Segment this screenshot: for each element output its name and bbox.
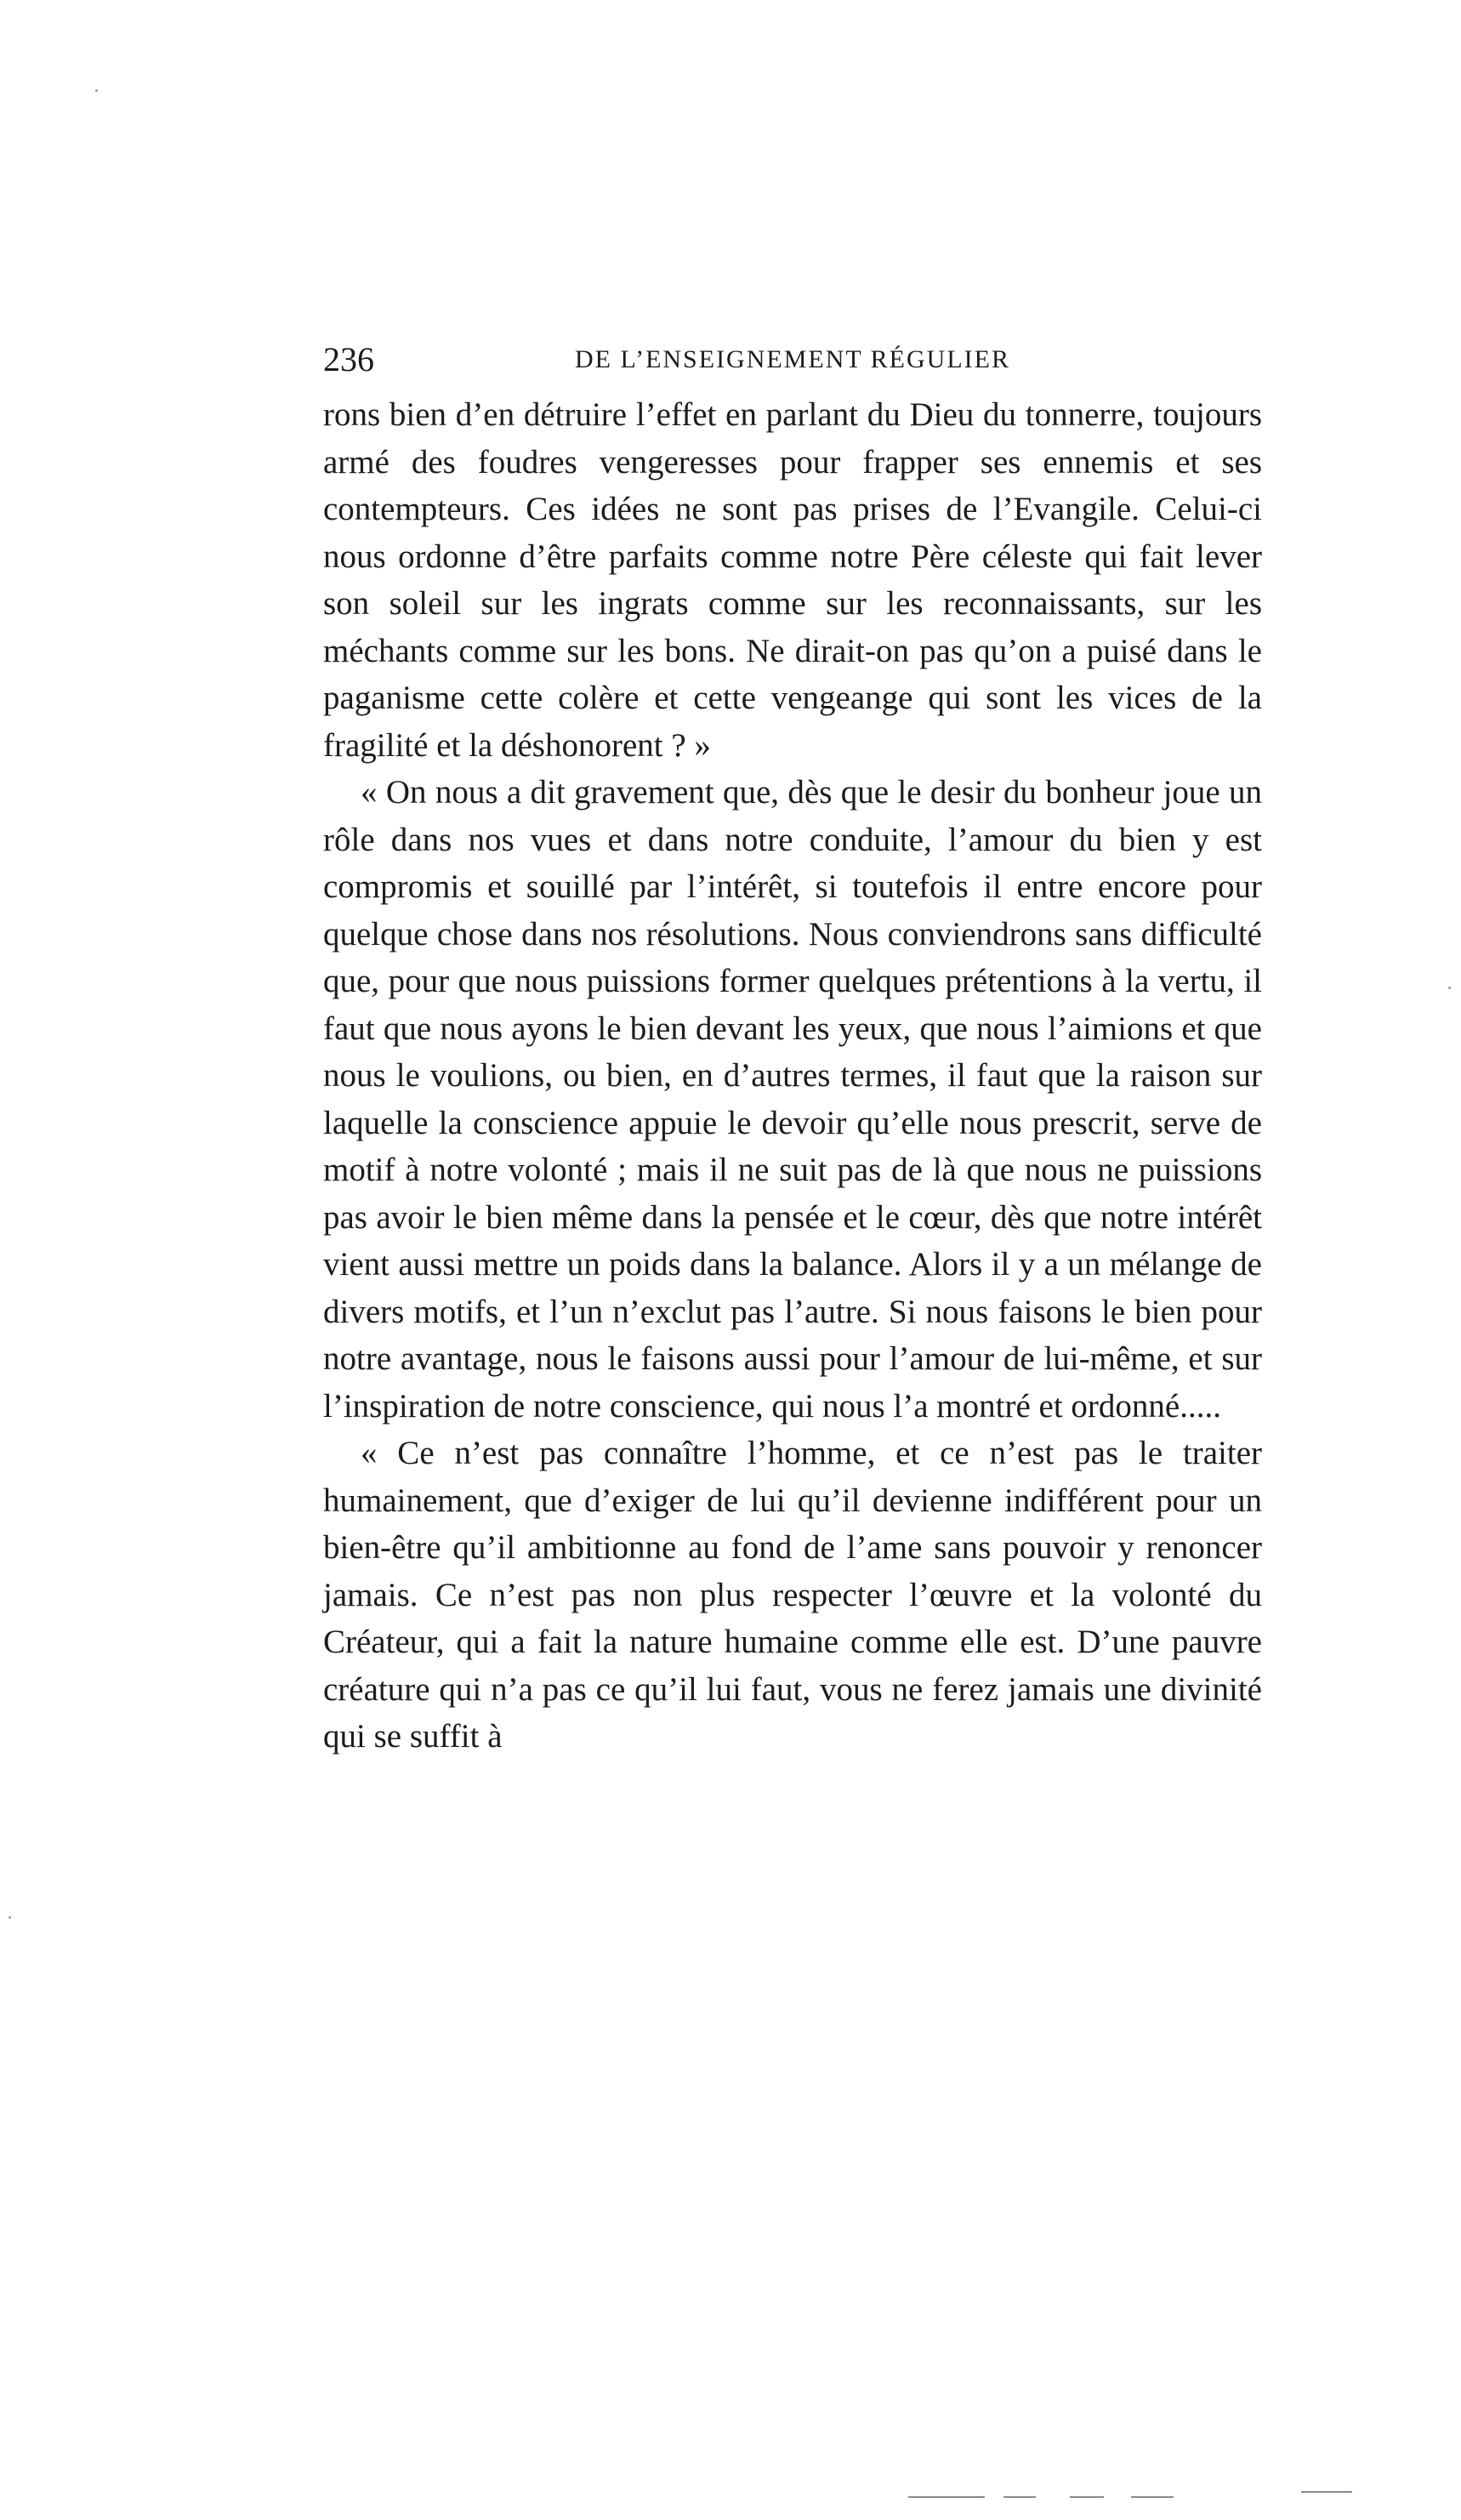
text-body <box>323 391 1262 1761</box>
scan-artifact-dot <box>1448 987 1451 989</box>
scan-artifact-dot <box>9 1916 11 1919</box>
scan-artifact-dot <box>95 89 98 92</box>
scan-artifact-line <box>1070 2496 1104 2498</box>
scan-artifact-line <box>908 2496 985 2498</box>
scan-artifact-line <box>1003 2496 1036 2498</box>
page-number: 236 <box>323 340 374 378</box>
paragraph-quote-homme: « Ce n’est pas connaître l’homme, et ce n’est pas le traiter humainement, que d’exiger de lui qu’il devienne indifférent pour un bien-être qu’il ambitionne au fond de l’ame sans pouvoir y renoncer jamais. Ce n’est pas non plus respecter l’œuvre et la volonté du Créateur, qui a fait la nature humaine comme elle est. D’une pauvre créature qui n’a pas ce qu’il lui faut, vous ne ferez jamais une divinité qui se suffit à <box>323 1435 1262 1755</box>
paragraph-continuation: rons bien d’en détruire l’effet en parlant du Dieu du tonnerre, toujours armé des foudres vengeresses pour frapper ses ennemis et ses contempteurs. Ces idées ne sont pas prises de l’Evangile. Celui-ci nous ordonne d’être parfaits comme notre Père céleste qui fait lever son soleil sur les ingrats comme sur les reconnaissants, sur les méchants comme sur les bons. Ne dirait-on pas qu’on a puisé dans le paganisme cette colère et cette vengeange qui sont les vices de la fragilité et la déshonorent ? » <box>323 396 1262 764</box>
scan-artifact-line <box>1301 2491 1352 2493</box>
scan-artifact-line <box>1131 2496 1174 2498</box>
running-title: DE L’ENSEIGNEMENT RÉGULIER <box>575 345 1010 373</box>
paragraph-quote-bonheur: « On nous a dit gravement que, dès que le desir du bonheur joue un rôle dans nos vues et dans notre conduite, l’amour du bien y est compromis et souillé par l’intérêt, si toutefois il entre encore pour quelque chose dans nos résolutions. Nous conviendrons sans difficulté que, pour que nous puissions former quelques prétentions à la vertu, il faut que nous ayons le bien devant les yeux, que nous l’aimions et que nous le voulions, ou bien, en d’autres termes, il faut que la raison sur laquelle la conscience appuie le devoir qu’elle nous prescrit, serve de motif à notre volonté ; mais il ne suit pas de là que nous ne puissions pas avoir le bien même dans la pensée et le cœur, dès que notre intérêt vient aussi mettre un poids dans la balance. Alors il y a un mélange de divers motifs, et l’un n’exclut pas l’autre. Si nous faisons le bien pour notre avantage, nous le faisons aussi pour l’amour de lui-même, et sur l’inspiration de notre conscience, qui nous l’a montré et ordonné..... <box>323 774 1262 1425</box>
page-header <box>323 338 1262 381</box>
